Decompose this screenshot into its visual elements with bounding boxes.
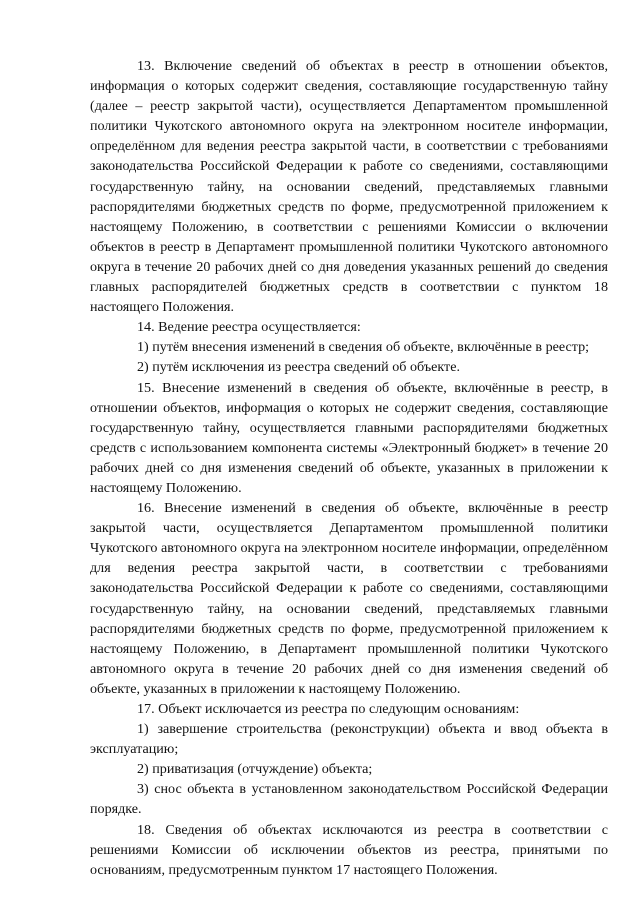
paragraph-17-item-3: 3) снос объекта в установленном законодательством Российской Федерации порядке. — [90, 781, 608, 818]
paragraph-14-item-2: 2) путём исключения из реестра сведений об объекте. — [137, 359, 460, 376]
paragraph-13: 13. Включение сведений об объектах в реестр в отношении объектов, информация о которых содержит сведения, составляющие государственную тайну (далее – реестр закрытой части), осуществляется Департаментом промышленной политики Чукотского автономного округа на электронном носителе информации, определённом для ведения реестра закрытой части, в соответствии с требованиями законодательства Российской Федерации к работе со сведениями, составляющими государственную тайну, на основании сведений, представляемых главными распорядителями бюджетных средств по форме, предусмотренной приложением к настоящему Положению, в соответствии с решениями Комиссии о включении объектов в реестр в Департамент промышленной политики Чукотского автономного округа в течение 20 рабочих дней со дня доведения указанных решений до сведения главных распорядителей бюджетных средств в соответствии с пунктом 18 настоящего Положения. — [90, 58, 608, 316]
paragraph-15: 15. Внесение изменений в сведения об объекте, включённые в реестр, в отношении объектов, информация о которых не содержит сведения, составляющие государственную тайну, осуществляется главными распорядителями бюджетных средств с использованием компонента системы «Электронный бюджет» в течение 20 рабочих дней со дня изменения сведений об объекте, указанных в приложении к настоящему Положению. — [90, 379, 608, 496]
paragraph-17-item-2: 2) приватизация (отчуждение) объекта; — [137, 761, 373, 778]
paragraph-17-item-1: 1) завершение строительства (реконструкции) объекта и ввод объекта в эксплуатацию; — [90, 721, 608, 758]
paragraph-14-item-1: 1) путём внесения изменений в сведения об объекте, включённые в реестр; — [137, 339, 590, 356]
paragraph-16: 16. Внесение изменений в сведения об объекте, включённые в реестр закрытой части, осуществляется Департаментом промышленной политики Чукотского автономного округа на электронном носителе информации, определённом для ведения реестра закрытой части, в соответствии с требованиями законодательства Российской Федерации к работе со сведениями, составляющими государственную тайну, на основании сведений, представляемых главными распорядителями бюджетных средств по форме, предусмотренной приложением к настоящему Положению, в Департамент промышленной политики Чукотского автономного округа в течение 20 рабочих дней со дня изменения сведений об объекте, указанных в приложении к настоящему Положению. — [90, 500, 608, 697]
paragraph-14: 14. Ведение реестра осуществляется: — [137, 319, 361, 336]
paragraph-17: 17. Объект исключается из реестра по следующим основаниям: — [137, 701, 520, 717]
paragraph-18: 18. Сведения об объектах исключаются из реестра в соответствии с решениями Комиссии об исключении объектов из реестра, принятыми по основаниям, предусмотренным пунктом 17 настоящего Положения. — [90, 821, 608, 878]
